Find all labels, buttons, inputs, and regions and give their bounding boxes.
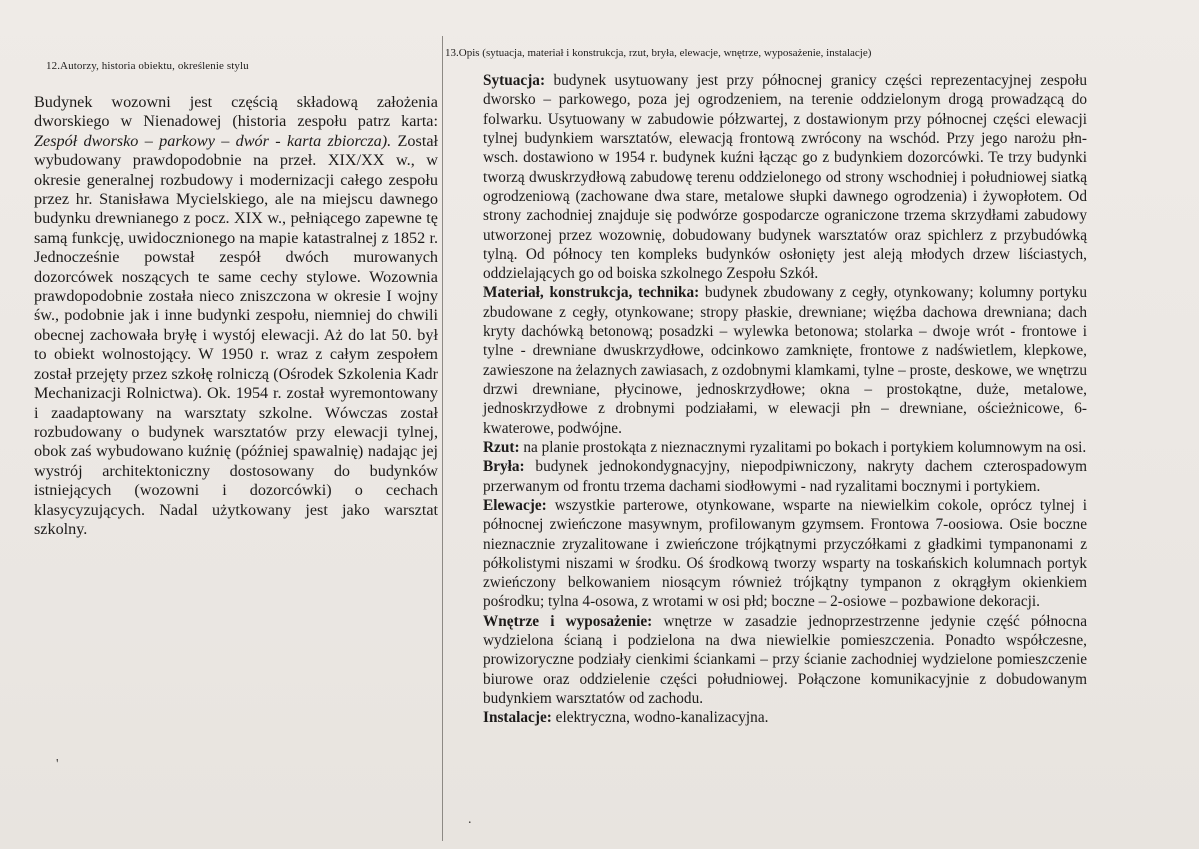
section-text: budynek zbudowany z cegły, otynkowany; kolumny portyku zbudowane z cegły, otynkowane; stropy płaskie, drewniane; więźba dachowa drewniana; dach kryty dachówką betonową; posadzki – wylewka betonowa; stolarka – dwoje wrót - frontowe i tylne - drewniane dwuskrzydłowe, odcinkowo zamknięte, frontowe z nadświetlem, klepkowe, zawieszone na żelaznych zawiasach, z ozdobnymi klamkami, tylne – proste, deskowe, we wnętrzu drzwi drewniane, płycinowe, jednoskrzydłowe; okna – prostokątne, duże, metalowe, jednoskrzydłowe z drobnymi podziałami, w elewacji płn – drewniane, ościeżnicowe, 6-kwaterowe, podwójne. (483, 284, 1087, 437)
stray-mark: ' (56, 757, 59, 772)
section-label: Rzut: (483, 438, 520, 456)
section-rzut (483, 438, 1087, 457)
section-sytuacja (483, 71, 1087, 283)
right-column-header: 13.Opis (sytuacja, materiał i konstrukcja, rzut, bryła, elewacje, wnętrze, wyposażenie, instalacje) (445, 47, 872, 59)
section-text: na planie prostokąta z nieznacznymi ryzalitami po bokach i portykiem kolumnowym na osi. (519, 438, 1087, 456)
right-column-text (483, 71, 1087, 728)
left-paragraph-part1: Budynek wozowni jest częścią składową założenia dworskiego w Nienadowej (historia zespołu patrz karta: (34, 93, 438, 131)
section-instalacje (483, 708, 1087, 727)
section-label: Wnętrze i wyposażenie: (483, 612, 653, 630)
section-wnetrze (483, 612, 1087, 709)
left-paragraph-italic: Zespół dworsko – parkowy – dwór - karta zbiorcza). (34, 131, 392, 150)
section-label: Elewacje: (483, 496, 547, 514)
section-text: wszystkie parterowe, otynkowane, wsparte na niewielkim cokole, oprócz tylnej i północnej zwieńczone masywnym, profilowanym gzymsem. Frontowa 7-oosiowa. Osie boczne nieznacznie zryzalitowane i zwieńczone trójkątnymi przyczółkami z gładkimi tympanonami z półkolistymi niszami w środku. Oś środkową tworzy wsparty na toskańskich kolumnach portyk zwieńczony belkowaniem niosącym również trójkątny tympanon z okrągłym okienkiem pośrodku; tylna 4-osowa, z wrotami w osi płd; boczne – 2-osiowe – pozbawione dekoracji. (483, 496, 1087, 611)
section-label: Sytuacja: (483, 72, 546, 89)
section-label: Materiał, konstrukcja, technika: (483, 284, 700, 302)
column-divider (442, 36, 443, 841)
section-text: elektryczna, wodno-kanalizacyjna. (551, 709, 769, 727)
section-label: Instalacje: (483, 709, 552, 727)
left-paragraph-part2: Został wybudowany prawdopodobnie na przeł. XIX/XX w., w okresie generalnej rozbudowy i modernizacji całego zespołu przez hr. Stanisława Mycielskiego, ale na miejscu dawnego budynku drewnianego z pocz. XIX w., pełniącego zapewne tę samą funkcję, uwidocznionego na mapie katastralnej z 1852 r. Jednocześnie powstał zespół dwóch murowanych dozorcówek noszących te same cechy stylowe. Wozownia prawdopodobnie została nieco zniszczona w okresie I wojny św., podobnie jak i inne budynki zespołu, niemniej do chwili obecnej zachowała bryłę i wystój elewacji. Aż do lat 50. był to obiekt wolnostojący. W 1950 r. wraz z całym zespołem został przejęty przez szkołę rolniczą (Ośrodek Szkolenia Kadr Mechanizacji Rolnictwa). Ok. 1954 r. został wyremontowany i zaadaptowany na warsztaty szkolne. Wówczas został rozbudowany o budynek warsztatów przy elewacji tylnej, obok zaś wybudowano kuźnię (później spawalnię) nadając jej wystrój architektoniczny dostosowany do budynków istniejących (wozowni i dozorcówki) o cechach klasycyzujących. Nadal użytkowany jest jako warsztat szkolny. (34, 131, 438, 538)
section-text: budynek jednokondygnacyjny, niepodpiwniczony, nakryty dachem czterospadowym przerwanym od frontu trzema dachami siodłowymi - nad ryzalitami bocznymi i portykiem. (483, 458, 1087, 495)
section-elewacje (483, 496, 1087, 612)
section-material (483, 283, 1087, 438)
left-column-text (34, 93, 438, 539)
section-label: Bryła: (483, 458, 525, 476)
section-text: wnętrze w zasadzie jednoprzestrzenne jedynie część północna wydzielona ścianą i podzielona na dwa niewielkie pomieszczenia. Ponadto współczesne, prowizoryczne podziały cienkimi ściankami – przy ścianie zachodniej wydzielone pomieszczenie biurowe oraz oddzielenie części południowej. Połączone komunikacyjnie z dobudowanym budynkiem warsztatów od zachodu. (483, 612, 1087, 707)
section-text: budynek usytuowany jest przy północnej granicy części reprezentacyjnej zespołu dworsko – parkowego, poza jej ogrodzeniem, na terenie oddzielonym drogą prowadzącą do folwarku. Usytuowany w zabudowie półzwartej, z dostawionym przy północnej części elewacji tylnej budynkiem warsztatów, elewacją frontową zwrócony na wschód. Przy jego narożu płn-wsch. dostawiono w 1954 r. budynek kuźni łącząc go z budynkiem dozorcówki. Te trzy budynki tworzą dwuskrzydłową zabudowę terenu oddzielonego od strony wschodniej i południowej siatką ogrodzeniową (zachowane dwa stare, metalowe słupki dawnego ogrodzenia) i żywopłotem. Od strony zachodniej znajduje się podwórze gospodarcze ograniczone trzema skrzydłami zabudowy utworzonej przez wozownię, dobudowany budynek warsztatów oraz spichlerz z przybudówką tylną. Od północy ten kompleks budynków osłonięty jest aleją młodych drzew liściastych, oddzielających go od boiska szkolnego Zespołu Szkół. (483, 72, 1087, 283)
section-bryla (483, 457, 1087, 496)
stray-mark: . (468, 812, 472, 827)
left-column-header: 12.Autorzy, historia obiektu, określenie stylu (46, 60, 249, 72)
